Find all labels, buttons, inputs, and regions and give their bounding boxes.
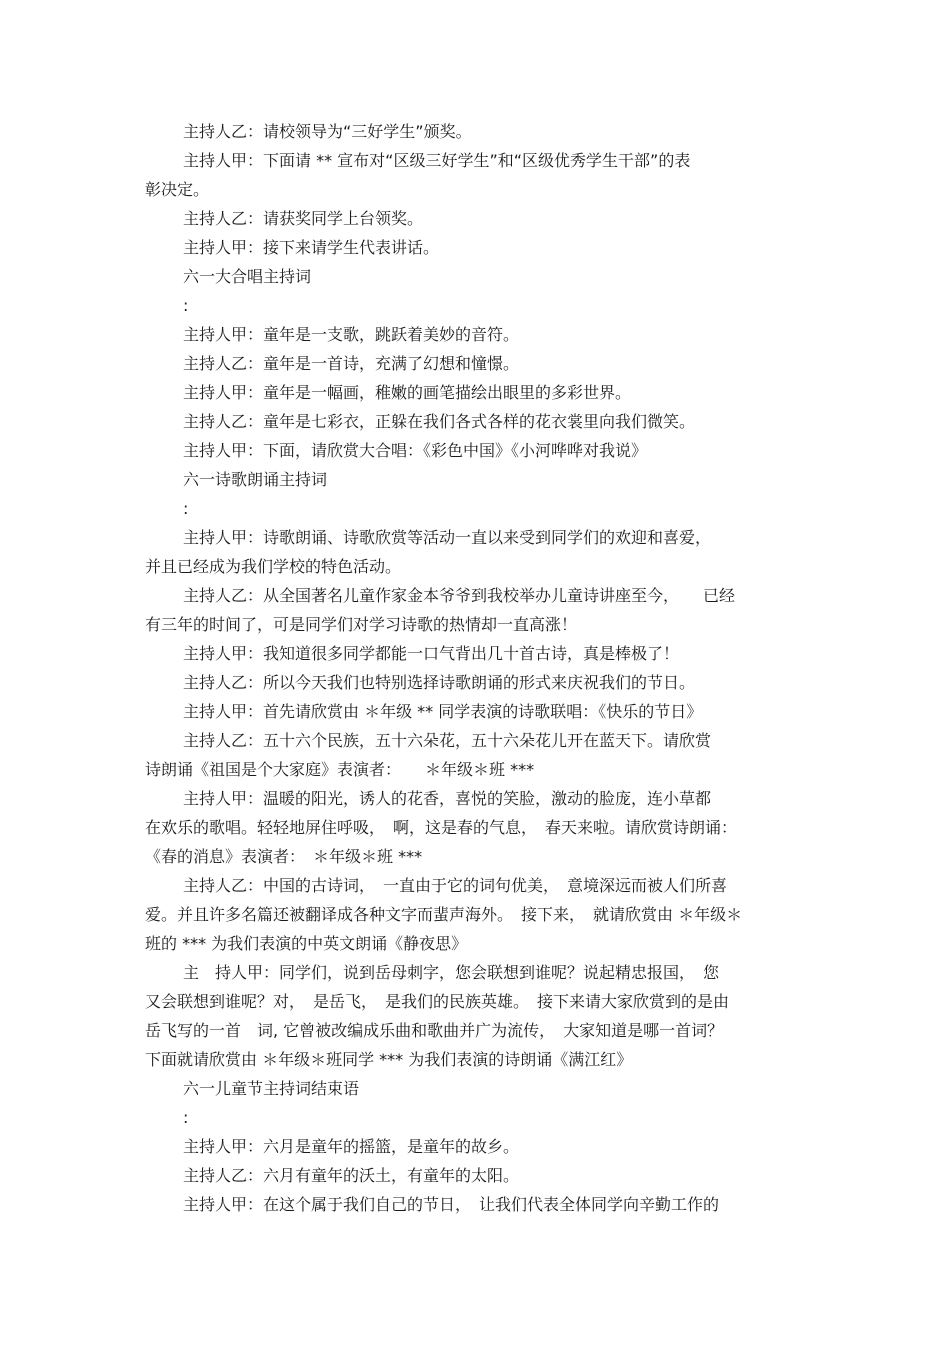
text-line: 主持人乙：童年是七彩衣，正躲在我们各式各样的花衣裳里向我们微笑。: [183, 412, 696, 431]
text-line: 主持人甲：首先请欣赏由 ＊年级 ** 同学表演的诗歌联唱：《快乐的节日》: [183, 702, 703, 721]
text-line: 班的 *** 为我们表演的中英文朗诵《静夜思》: [145, 934, 468, 953]
text-line: 主持人甲：童年是一幅画，稚嫩的画笔描绘出眼里的多彩世界。: [183, 383, 632, 402]
text-line: 在欢乐的歌唱。轻轻地屏住呼吸， 啊，这是春的气息， 春天来啦。请欣赏诗朗诵：: [145, 818, 738, 837]
text-line: 又会联想到谁呢？对， 是岳飞， 是我们的民族英雄。 接下来请大家欣赏到的是由: [145, 992, 730, 1011]
text-line: 主持人甲：下面，请欣赏大合唱：《彩色中国》《小河哗哗对我说》: [183, 441, 648, 460]
text-line: 主持人乙：童年是一首诗，充满了幻想和憧憬。: [183, 354, 520, 373]
text-line: 有三年的时间了，可是同学们对学习诗歌的热情却一直高涨！: [145, 615, 578, 634]
text-line: 主持人乙：五十六个民族，五十六朵花，五十六朵花儿开在蓝天下。请欣赏: [183, 731, 712, 750]
document-body: [145, 117, 810, 1219]
section-heading: 六一儿童节主持词结束语: [183, 1079, 360, 1098]
text-line: 主持人甲：温暖的阳光，诱人的花香，喜悦的笑脸，激动的脸庞，连小草都: [183, 789, 712, 808]
text-line: 主 持人甲：同学们，说到岳母刺字，您会联想到谁呢？说起精忠报国， 您: [183, 963, 720, 982]
section-colon: :: [183, 499, 189, 518]
text-line: 主持人甲：在这个属于我们自己的节日， 让我们代表全体同学向辛勤工作的: [183, 1195, 720, 1214]
text-line: 并且已经成为我们学校的特色活动。: [145, 557, 402, 576]
text-line: 主持人甲：我知道很多同学都能一口气背出几十首古诗，真是棒极了！: [183, 644, 680, 663]
text-line: 主持人甲：诗歌朗诵、诗歌欣赏等活动一直以来受到同学们的欢迎和喜爱，: [183, 528, 712, 547]
section-heading: 六一诗歌朗诵主持词: [183, 470, 328, 489]
text-line: 诗朗诵《祖国是个大家庭》表演者： ＊年级＊班 ***: [145, 760, 535, 779]
section-heading: 六一大合唱主持词: [183, 267, 312, 286]
text-line: 主持人甲：童年是一支歌，跳跃着美妙的音符。: [183, 325, 520, 344]
text-line: 彰决定。: [145, 180, 210, 199]
text-line: 《春的消息》表演者： ＊年级＊班 ***: [145, 847, 423, 866]
text-line: 主持人甲：六月是童年的摇篮，是童年的故乡。: [183, 1137, 520, 1156]
text-line: 主持人甲：下面请 ** 宣布对“区级三好学生”和“区级优秀学生干部”的表: [183, 151, 691, 170]
text-line: 主持人乙：请校领导为“三好学生”颁奖。: [183, 122, 472, 141]
section-colon: :: [183, 1108, 189, 1127]
text-line: 爱。并且许多名篇还被翻译成各种文字而蜚声海外。 接下来， 就请欣赏由 ＊年级＊: [145, 905, 743, 924]
section-colon: :: [183, 296, 189, 315]
text-line: 主持人乙：六月有童年的沃土，有童年的太阳。: [183, 1166, 520, 1185]
text-line: 主持人乙：所以今天我们也特别选择诗歌朗诵的形式来庆祝我们的节日。: [183, 673, 696, 692]
text-line: 主持人乙：中国的古诗词， 一直由于它的词句优美， 意境深远而被人们所喜: [183, 876, 728, 895]
text-line: 主持人乙：从全国著名儿童作家金本爷爷到我校举办儿童诗讲座至今， 已经: [183, 586, 736, 605]
text-line: 主持人乙：请获奖同学上台领奖。: [183, 209, 424, 228]
text-line: 岳飞写的一首 词, 它曾被改编成乐曲和歌曲并广为流传， 大家知道是哪一首词？: [145, 1021, 724, 1040]
text-line: 下面就请欣赏由 ＊年级＊班同学 *** 为我们表演的诗朗诵《满江红》: [145, 1050, 633, 1069]
text-line: 主持人甲：接下来请学生代表讲话。: [183, 238, 440, 257]
